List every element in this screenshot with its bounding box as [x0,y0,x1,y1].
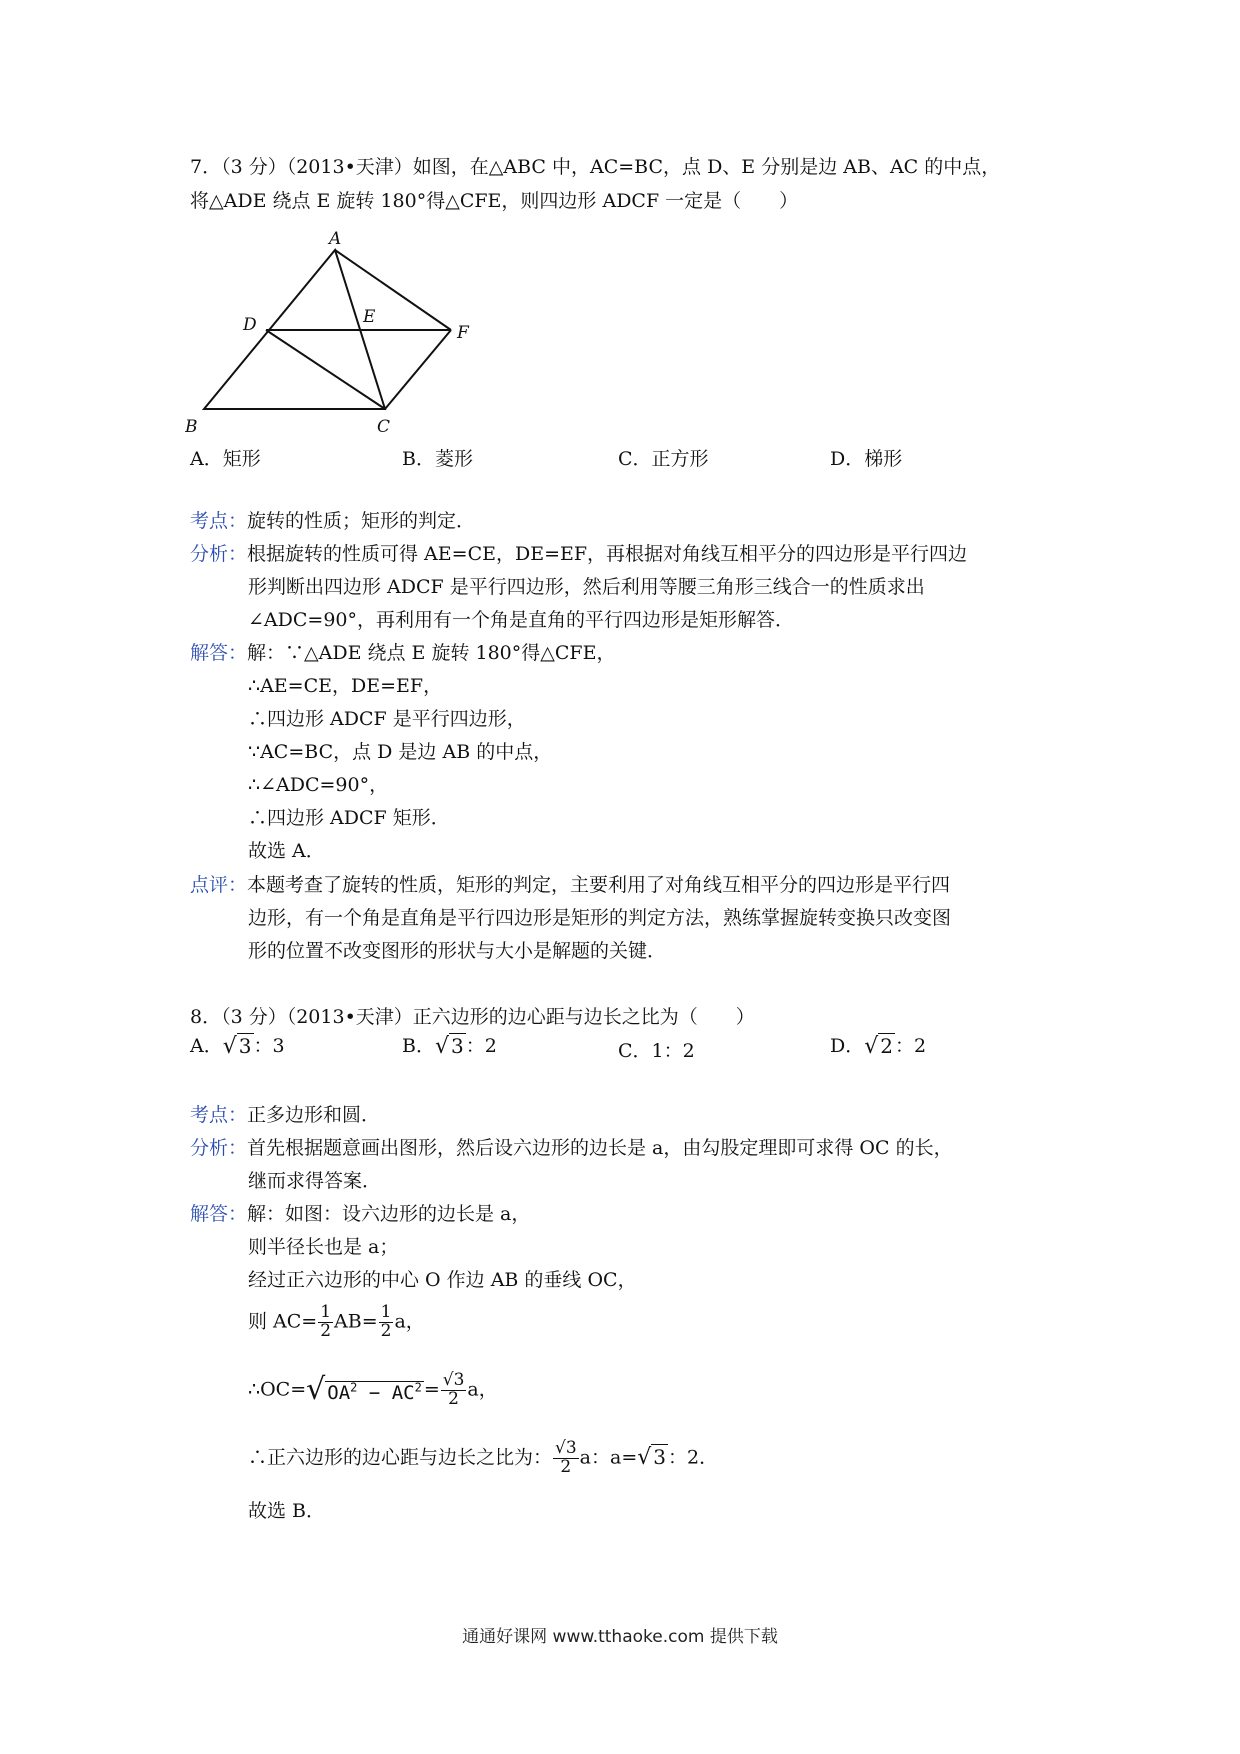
kaodian-label: 考点： [190,1104,248,1126]
q8-final: 故选 B． [248,1500,326,1522]
label-f: F [457,323,469,343]
kaodian-text: 旋转的性质；矩形的判定． [247,510,476,532]
label-d: D [243,315,257,335]
q8-eq-ac: 则 AC= $\frac{1}{2}$ AB= $\frac{1}{2}$ a， [248,1302,425,1341]
q8-option-d: D．√ 2 ：2 [830,1034,927,1059]
fraction-half: $\frac{1}{2}$ [320,1302,332,1341]
q7-option-d: D．梯形 [830,448,903,470]
q8-jieda-line2: 则半径长也是 a； [248,1236,399,1258]
q7-kaodian [190,512,475,531]
q8-jieda-line3: 经过正六边形的中心 O 作边 AB 的垂线 OC， [248,1269,637,1291]
q8-fenxi-line2: 继而求得答案． [248,1170,382,1192]
segment-dc [266,330,385,409]
q7-jieda-line3: ∴四边形 ADCF 是平行四边形， [248,708,526,730]
label-e: E [363,307,376,327]
segment-af [335,250,451,330]
q8-eq-ratio: ∴正六边形的边心距与边长之比为： $\frac{√3}{2}$ a：a=√ 3 ：2． [248,1438,719,1477]
q8-jieda-line1 [190,1205,530,1224]
q7-fenxi-line1 [190,545,967,564]
q7-stem-line1: 7．（3 分）（2013•天津）如图，在△ABC 中，AC=BC，点 D、E 分别是边 AB、AC 的中点， [190,156,1001,178]
fraction-sqrt3-over-2: $\frac{√3}{2}$ [442,1370,465,1409]
q8-option-c: C．1：2 [618,1040,695,1062]
q7-option-c: C．正方形 [618,448,709,470]
fraction-sqrt3-over-2: $\frac{√3}{2}$ [555,1438,577,1477]
page-footer: 通通好课网 www.tthaoke.com 提供下载 [462,1627,778,1647]
q8-eq-oc: ∴OC=√ $OA^2 - AC^2$ = $\frac{√3}{2}$ a， [248,1370,498,1409]
fraction-half: $\frac{1}{2}$ [380,1302,392,1341]
q7-option-a: A．矩形 [190,448,261,470]
q8-fenxi-line1 [190,1139,953,1158]
q7-dianping-line1 [190,876,950,895]
q7-jieda-line5: ∴∠ADC=90°， [248,774,389,796]
q8-kaodian [190,1106,380,1125]
label-a: A [329,229,342,249]
fenxi-label: 分析： [190,543,248,565]
jieda-text: 解：如图：设六边形的边长是 a， [247,1203,531,1225]
q7-fenxi-line2: 形判断出四边形 ADCF 是平行四边形，然后利用等腰三角形三线合一的性质求出 [248,576,925,598]
jieda-label: 解答： [190,642,248,664]
q8-option-b: B．√ 3 ：2 [402,1034,497,1059]
fenxi-text: 首先根据题意画出图形，然后设六边形的边长是 a，由勾股定理即可求得 OC 的长， [247,1137,953,1159]
q7-jieda-line1 [190,644,615,663]
q8-option-a: A．√ 3 ：3 [190,1034,285,1059]
kaodian-text: 正多边形和圆． [247,1104,381,1126]
q7-jieda-line6: ∴四边形 ADCF 矩形． [248,807,450,829]
jieda-label: 解答： [190,1203,248,1225]
fenxi-text: 根据旋转的性质可得 AE=CE，DE=EF，再根据对角线互相平分的四边形是平行四边 [247,543,968,565]
kaodian-label: 考点： [190,510,248,532]
q7-dianping-line3: 形的位置不改变图形的形状与大小是解题的关键． [248,940,667,962]
jieda-text: 解：∵△ADE 绕点 E 旋转 180°得△CFE， [247,642,616,664]
q7-stem-line2: 将△ADE 绕点 E 旋转 180°得△CFE，则四边形 ADCF 一定是（ ） [190,190,799,212]
q7-jieda-line7: 故选 A． [248,840,325,862]
dianping-text: 本题考查了旋转的性质，矩形的判定，主要利用了对角线互相平分的四边形是平行四 [247,874,951,896]
segment-fc [385,330,451,409]
q7-dianping-line2: 边形，有一个角是直角是平行四边形是矩形的判定方法，熟练掌握旋转变换只改变图 [248,907,952,929]
q7-option-b: B．菱形 [402,448,473,470]
label-b: B [185,417,198,437]
fenxi-label: 分析： [190,1137,248,1159]
q7-geometry-figure [185,226,485,438]
dianping-label: 点评： [190,874,248,896]
radical-expression: √ $OA^2 - AC^2$ [306,1372,422,1408]
q7-jieda-line2: ∴AE=CE，DE=EF， [248,675,443,697]
q8-stem: 8．（3 分）（2013•天津）正六边形的边心距与边长之比为（ ） [190,1006,755,1028]
q7-jieda-line4: ∵AC=BC，点 D 是边 AB 的中点， [248,741,553,763]
label-c: C [377,417,391,437]
q7-fenxi-line3: ∠ADC=90°，再利用有一个角是直角的平行四边形是矩形解答． [248,609,795,631]
